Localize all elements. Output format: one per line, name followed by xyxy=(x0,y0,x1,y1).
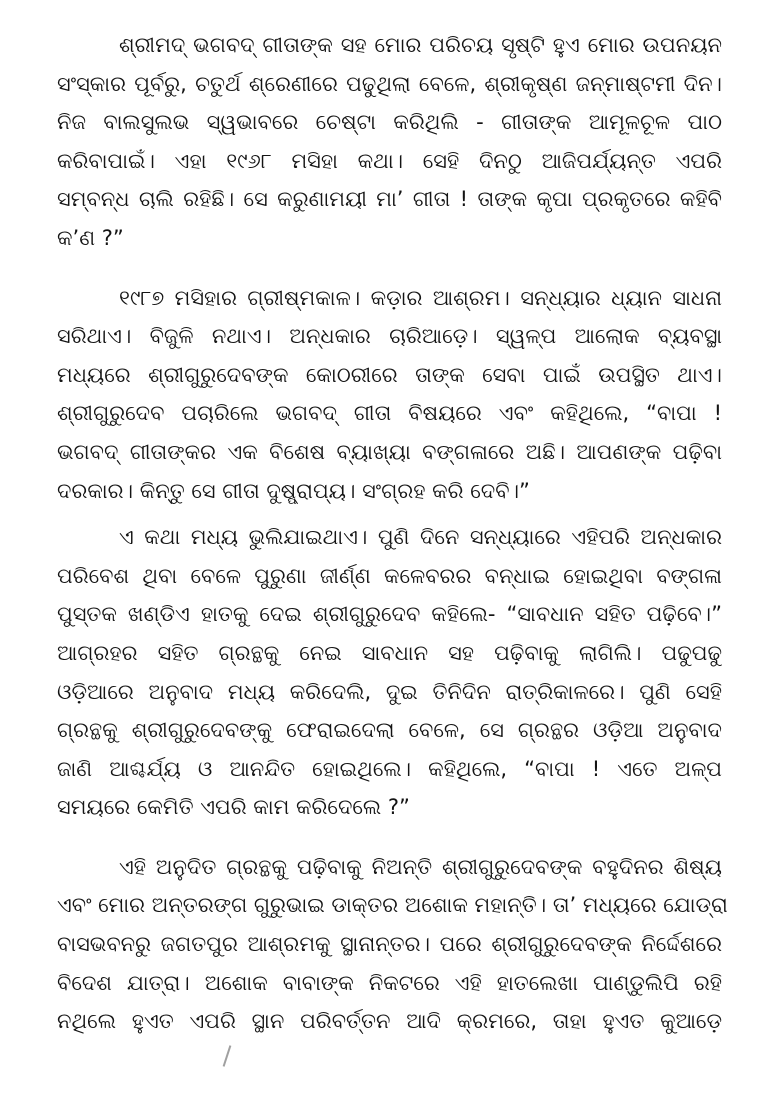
text-line: ୧୯୮୭ ମସିହାର ଗ୍ରୀଷ୍ମକାଳ। କଡ଼ାର ଆଶ୍ରମ। ସନ୍ଧ୍ୟାର ଧ୍ୟାନ ସାଧନା xyxy=(119,285,722,310)
text-line: ଓଡ଼ିଆରେ ଅନୁବାଦ ମଧ୍ୟ କରିଦେଲି, ଦୁଇ ତିନିଦିନ ରାତ୍ରିକାଳରେ। ପୁଣି ସେହି xyxy=(57,679,722,704)
paragraph-4 xyxy=(57,848,728,1041)
text-line: ଏବଂ ମୋର ଅନ୍ତରଙ୍ଗ ଗୁରୁଭାଇ ଡାକ୍ତର ଅଶୋକ ମହାନ୍ତି। ତା’ ମଧ୍ୟରେ ଯୋଡ୍ରା xyxy=(57,893,728,918)
document-page xyxy=(57,26,728,1041)
text-line: ସମ୍ବନ୍ଧ ଚାଲି ରହିଛି। ସେ କରୁଣାମୟୀ ମା’ ଗୀତା ! ତାଙ୍କ କୃପା ପ୍ରକୃତରେ କହିବି xyxy=(57,187,722,212)
paragraph-spacer xyxy=(57,827,722,848)
text-line: ଏ କଥା ମଧ୍ୟ ଭୁଲିଯାଇଥାଏ। ପୁଣି ଦିନେ ସନ୍ଧ୍ୟାରେ ଏହିପରି ଅନ୍ଧକାର xyxy=(119,525,722,550)
text-line: ପରିବେଶ ଥିବା ବେଳେ ପୁରୁଣା ଜୀର୍ଣ୍ଣ କଳେବରର ବନ୍ଧାଇ ହୋଇଥିବା ବଙ୍ଗଳା xyxy=(57,563,722,588)
text-line: ନଥିଲେ ହୁଏତ ଏପରି ସ୍ଥାନ ପରିବର୍ତ୍ତନ ଆଦି କ୍ରମରେ, ତାହା ହୁଏତ କୁଆଡ଼େ xyxy=(57,1009,722,1034)
stray-pen-mark xyxy=(223,1045,232,1067)
text-line: ଜାଣି ଆଶ୍ଚର୍ଯ୍ୟ ଓ ଆନନ୍ଦିତ ହୋଇଥିଲେ। କହିଥିଲେ, “ବାପା ! ଏତେ ଅଳ୍ପ xyxy=(57,756,722,781)
text-line: ମଧ୍ୟରେ ଶ୍ରୀଗୁରୁଦେବଙ୍କ କୋଠରୀରେ ତାଙ୍କ ସେବା ପାଇଁ ଉପସ୍ଥିତ ଥାଏ। xyxy=(57,362,722,387)
paragraph-3 xyxy=(57,518,722,827)
text-line: କ’ଣ ?” xyxy=(57,225,124,250)
text-line: ବିଦେଶ ଯାତ୍ରା। ଅଶୋକ ବାବାଙ୍କ ନିକଟରେ ଏହି ହାତଲେଖା ପାଣ୍ଡୁଲିପି ରହି xyxy=(57,970,722,995)
text-line: ଆଗ୍ରହର ସହିତ ଗ୍ରନ୍ଥକୁ ନେଇ ସାବଧାନ ସହ ପଢ଼ିବାକୁ ଲାଗିଲି। ପଢୁପଢୁ xyxy=(57,640,722,665)
paragraph-spacer xyxy=(57,510,722,518)
text-line: ଶ୍ରୀମଦ୍ ଭଗବଦ୍ ଗୀତାଙ୍କ ସହ ମୋର ପରିଚୟ ସୃଷ୍ଟି ହୁଏ ମୋର ଉପନୟନ xyxy=(119,33,722,57)
text-line: ବାସଭବନରୁ ଜଗତପୁର ଆଶ୍ରମକୁ ସ୍ଥାନାନ୍ତର। ପରେ ଶ୍ରୀଗୁରୁଦେବଙ୍କ ନିର୍ଦ୍ଦେଶରେ xyxy=(57,932,722,957)
text-line: କରିବାପାଇଁ। ଏହା ୧୯୬୮ ମସିହା କଥା। ସେହି ଦିନଠୁ ଆଜିପର୍ଯ୍ୟନ୍ତ ଏପରି xyxy=(57,148,722,173)
text-line: ଏହି ଅନୁଦିତ ଗ୍ରନ୍ଥକୁ ପଢ଼ିବାକୁ ନିଅନ୍ତି ଶ୍ରୀଗୁରୁଦେବଙ୍କ ବହୁଦିନର ଶିଷ୍ୟ xyxy=(119,854,722,879)
text-line: ସରିଥାଏ। ବିଜୁଳି ନଥାଏ। ଅନ୍ଧକାର ଚାରିଆଡ଼େ। ସ୍ୱଳ୍ପ ଆଲୋକ ବ୍ୟବସ୍ଥା xyxy=(57,324,722,349)
text-line: ଗ୍ରନ୍ଥକୁ ଶ୍ରୀଗୁରୁଦେବଙ୍କୁ ଫେରାଇଦେଲା ବେଳେ, ସେ ଗ୍ରନ୍ଥର ଓଡ଼ିଆ ଅନୁବାଦ xyxy=(57,718,722,743)
text-line: ଶ୍ରୀଗୁରୁଦେବ ପଚାରିଲେ ଭଗବଦ୍ ଗୀତା ବିଷୟରେ ଏବଂ କହିଥିଲେ, “ବାପା ! xyxy=(57,401,722,426)
text-line: ସଂସ୍କାର ପୂର୍ବରୁ, ଚତୁର୍ଥ ଶ୍ରେଣୀରେ ପଢୁଥିଲା ବେଳେ, ଶ୍ରୀକୃଷ୍ଣ ଜନ୍ମାଷ୍ଟମୀ ଦିନ। xyxy=(57,71,722,96)
paragraph-1 xyxy=(57,26,722,258)
paragraph-spacer xyxy=(57,258,722,279)
paragraph-2 xyxy=(57,279,722,511)
text-line: ଭଗବଦ୍ ଗୀତାଙ୍କର ଏକ ବିଶେଷ ବ୍ୟାଖ୍ୟା ବଙ୍ଗଳାରେ ଅଛି। ଆପଣଙ୍କ ପଢ଼ିବା xyxy=(57,439,722,464)
text-line: ଦରକାର। କିନ୍ତୁ ସେ ଗୀତା ଦୁଷ୍ପ୍ରାପ୍ୟ। ସଂଗ୍ରହ କରି ଦେବି।” xyxy=(57,478,530,503)
text-line: ପୁସ୍ତକ ଖଣ୍ଡିଏ ହାତକୁ ଦେଇ ଶ୍ରୀଗୁରୁଦେବ କହିଲେ- “ସାବଧାନ ସହିତ ପଢ଼ିବେ।” xyxy=(57,602,722,627)
text-line: ନିଜ ବାଲସୁଲଭ ସ୍ୱଭାବରେ ଚେଷ୍ଟା କରିଥିଲି - ଗୀତାଙ୍କ ଆମୂଳଚୂଳ ପାଠ xyxy=(57,110,722,135)
text-line: ସମୟରେ କେମିତି ଏପରି କାମ କରିଦେଲେ ?” xyxy=(57,795,410,820)
